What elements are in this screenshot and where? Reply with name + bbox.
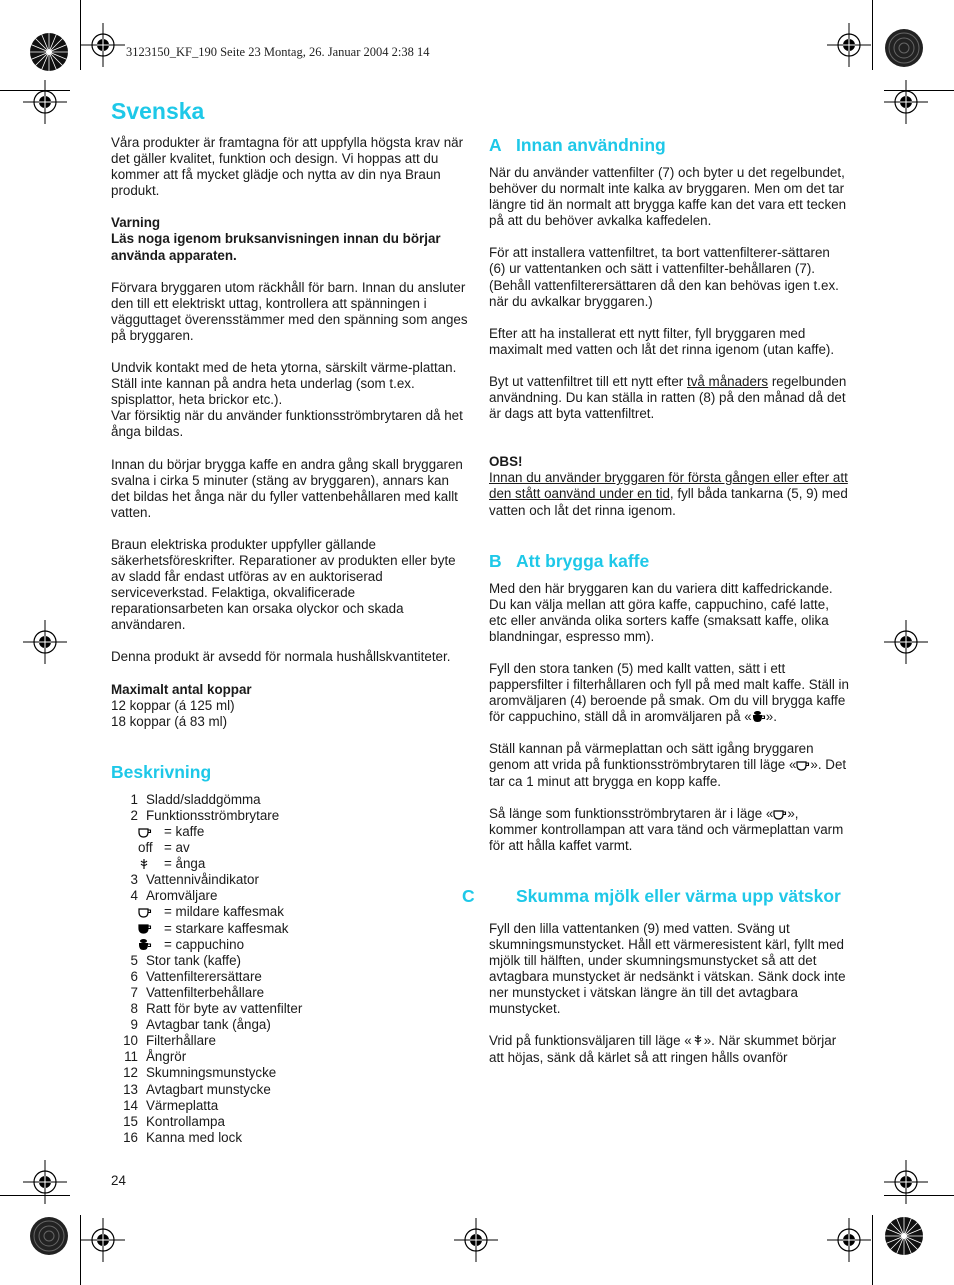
paragraph: Fyll den stora tanken (5) med kallt vatten, sätt i ett pappersfilter i filterhållaren och fyll på med malt kaffe. Ställ in aromväljaren (4) beroende på smak. Om du vill brygga kaffe för cappuchino, ställ då in aromväljaren på « ». bbox=[489, 660, 849, 725]
steam-paragraph: Var försiktig när du använder funktionsströmbrytaren då het ånga bildas. bbox=[111, 408, 463, 440]
hot-surface-paragraph: Undvik kontakt med de heta ytorna, särskilt värme-plattan. Ställ inte kannan på andra heta underlag (som t.ex. spisplattor, heta brickor etc.). bbox=[111, 360, 457, 408]
list-subitem: off = av bbox=[138, 840, 190, 856]
paragraph: Så länge som funktionsströmbrytaren är i läge « », kommer kontrollampan att vara tänd och värmeplattan varm för att hålla kaffet varmt. bbox=[489, 805, 844, 853]
cappuccino-icon bbox=[138, 938, 152, 951]
list-subitem: = ånga bbox=[111, 856, 471, 872]
list-item: 1 Sladd/sladdgömma bbox=[130, 791, 261, 807]
paragraph: (Behåll vattenfilterersättaren då den kan behövas igen t.ex. när du avkalkar bryggaren.) bbox=[489, 277, 839, 309]
paragraph: Ställ kannan på värmeplattan och sätt igång bryggaren genom att vrida på funktionsströmbrytaren till läge « ». Det tar ca 1 minut att brygga en kopp kaffe. bbox=[489, 741, 847, 789]
strong-cup-icon bbox=[138, 923, 152, 934]
safety-paragraph: Förvara bryggaren utom räckhåll för barn. Innan du ansluter den till ett elektriskt uttag, kontrollera att spänningen i vägguttaget överensstämmer med den spänning som anges på bryggaren. bbox=[111, 279, 468, 343]
list-item: 8 Ratt för byte av vattenfilter bbox=[130, 1001, 303, 1017]
list-item: 2 Funktionsströmbrytare bbox=[130, 807, 280, 823]
max-cups-line: 12 koppar (á 125 ml) bbox=[111, 697, 235, 713]
section-title-description: Beskrivning bbox=[111, 761, 212, 782]
intro-paragraph: Våra produkter är framtagna för att uppfylla högsta krav när det gäller kvalitet, funktion och design. Vi hoppas att du kommer att få mycket glädje och nytta av din nya Braun produkt. bbox=[111, 135, 464, 199]
paragraph: När du använder vattenfilter (7) och byter u det regelbundet, behöver du normalt inte kalka av bryggaren. Men om det tar längre tid än normalt att brygga kaffe kan det vara ett tecken på att du behöver avkalka kaffedelen. bbox=[489, 165, 847, 229]
max-cups-line: 18 koppar (á 83 ml) bbox=[111, 713, 228, 729]
list-item: 13 Avtagbart munstycke bbox=[123, 1081, 271, 1097]
household-paragraph: Denna produkt är avsedd för normala hushållskvantiteter. bbox=[111, 649, 451, 665]
section-title-a: A Innan användning bbox=[489, 135, 666, 155]
cooldown-paragraph: Innan du börjar brygga kaffe en andra gång skall bryggaren svalna i cirka 5 minuter (stäng av bryggaren), annars kan det bildas het ånga när du fyller vattenbehållaren med kallt vatten. bbox=[111, 456, 463, 520]
paragraph: Byt ut vattenfiltret till ett nytt efter två månaders regelbunden användning. Du kan ställa in ratten (8) på den månad då det är dags att byta vattenfiltret. bbox=[489, 373, 847, 422]
paragraph: Med den här bryggaren kan du variera ditt kaffedrickande. Du kan välja mellan att göra kaffe, cappuchino, café latte, etc eller använda olika sorters kaffe (smaksatt kaffe, olika blandningar, espresso mm). bbox=[489, 580, 833, 644]
right-column bbox=[462, 135, 849, 1066]
print-slug: 3123150_KF_190 Seite 23 Montag, 26. Januar 2004 2:38 14 bbox=[126, 45, 430, 59]
section-title-c: C Skumma mjölk eller värma upp vätskor bbox=[462, 885, 841, 906]
list-item: 15 Kontrollampa bbox=[123, 1113, 225, 1129]
list-item: 10 Filterhållare bbox=[123, 1033, 216, 1049]
left-column bbox=[111, 135, 471, 1146]
cup-icon bbox=[138, 827, 152, 838]
warning-text: Läs noga igenom bruksanvisningen innan du börjar använda apparaten. bbox=[111, 231, 441, 263]
obs-paragraph: Innan du använder bryggaren för första gången eller efter att den stått oanvänd under en tid, fyll båda tankarna (5, 9) med vatten och låt det rinna igenom. bbox=[489, 470, 848, 518]
list-item: 11 Ångrör bbox=[124, 1049, 187, 1065]
paragraph: Efter att ha installerat ett nytt filter, fyll bryggaren med maximalt med vatten och låt det rinna igenom (utan kaffe). bbox=[489, 325, 835, 357]
list-subitem: = starkare kaffesmak bbox=[111, 921, 471, 937]
list-item: 9 Avtagbar tank (ånga) bbox=[130, 1017, 271, 1033]
list-subitem: = mildare kaffesmak bbox=[111, 904, 471, 920]
page-title: Svenska bbox=[111, 98, 205, 124]
section-title-b: B Att brygga kaffe bbox=[489, 550, 650, 571]
list-subitem: = kaffe bbox=[111, 824, 471, 840]
paragraph: Vrid på funktionsväljaren till läge « ». När skummet börjar att höjas, sänk då kärlet så att ringen hålls ovanför bbox=[489, 1033, 837, 1065]
list-item: 16 Kanna med lock bbox=[123, 1129, 243, 1145]
cup-icon bbox=[796, 760, 810, 771]
parts-list bbox=[111, 792, 471, 1146]
cup-icon bbox=[773, 809, 787, 820]
list-item: 6 Vattenfilterersättare bbox=[130, 968, 262, 984]
steam-icon bbox=[138, 858, 150, 871]
paragraph: Fyll den lilla vattentanken (9) med vatten. Sväng ut skumningsmunstycket. Håll ett värmeresistent kärl, fyllt med mjölk till hälften, under skumningsmunstycket så att det avtagbara munstycket är nedsänkt i vätskan. Sänk dock inte ner munstycket i vätskan längre än till det avtagbara munstycket. bbox=[489, 920, 846, 1017]
list-item: 7 Vattenfilterbehållare bbox=[130, 984, 265, 1000]
list-subitem: = cappuchino bbox=[111, 937, 471, 953]
warning-heading: Varning bbox=[111, 215, 161, 231]
max-cups-heading: Maximalt antal koppar bbox=[111, 681, 252, 697]
list-item: 14 Värmeplatta bbox=[123, 1097, 219, 1113]
list-item: 5 Stor tank (kaffe) bbox=[130, 952, 242, 968]
list-item: 4 Aromväljare bbox=[130, 888, 218, 904]
cappuccino-icon bbox=[752, 710, 766, 723]
obs-heading: OBS! bbox=[489, 454, 523, 470]
page-number: 24 bbox=[111, 1173, 126, 1188]
list-item: 3 Vattennivåindikator bbox=[130, 872, 259, 888]
repair-paragraph: Braun elektriska produkter uppfyller gällande säkerhetsföreskrifter. Reparationer av produkten eller byte av sladd får endast utföras av en auktoriserad serviceverkstad. Felaktiga, okvalificerade reparationsarbeten kan orsaka olyckor och skada användaren. bbox=[111, 536, 456, 633]
mild-cup-icon bbox=[138, 907, 152, 918]
steam-icon bbox=[692, 1034, 704, 1047]
list-item: 12 Skumningsmunstycke bbox=[123, 1065, 277, 1081]
paragraph: För att installera vattenfiltret, ta bort vattenfilterer-sättaren (6) ur vattentanken och sätt i vattenfilter-behållaren (7). bbox=[489, 245, 830, 277]
